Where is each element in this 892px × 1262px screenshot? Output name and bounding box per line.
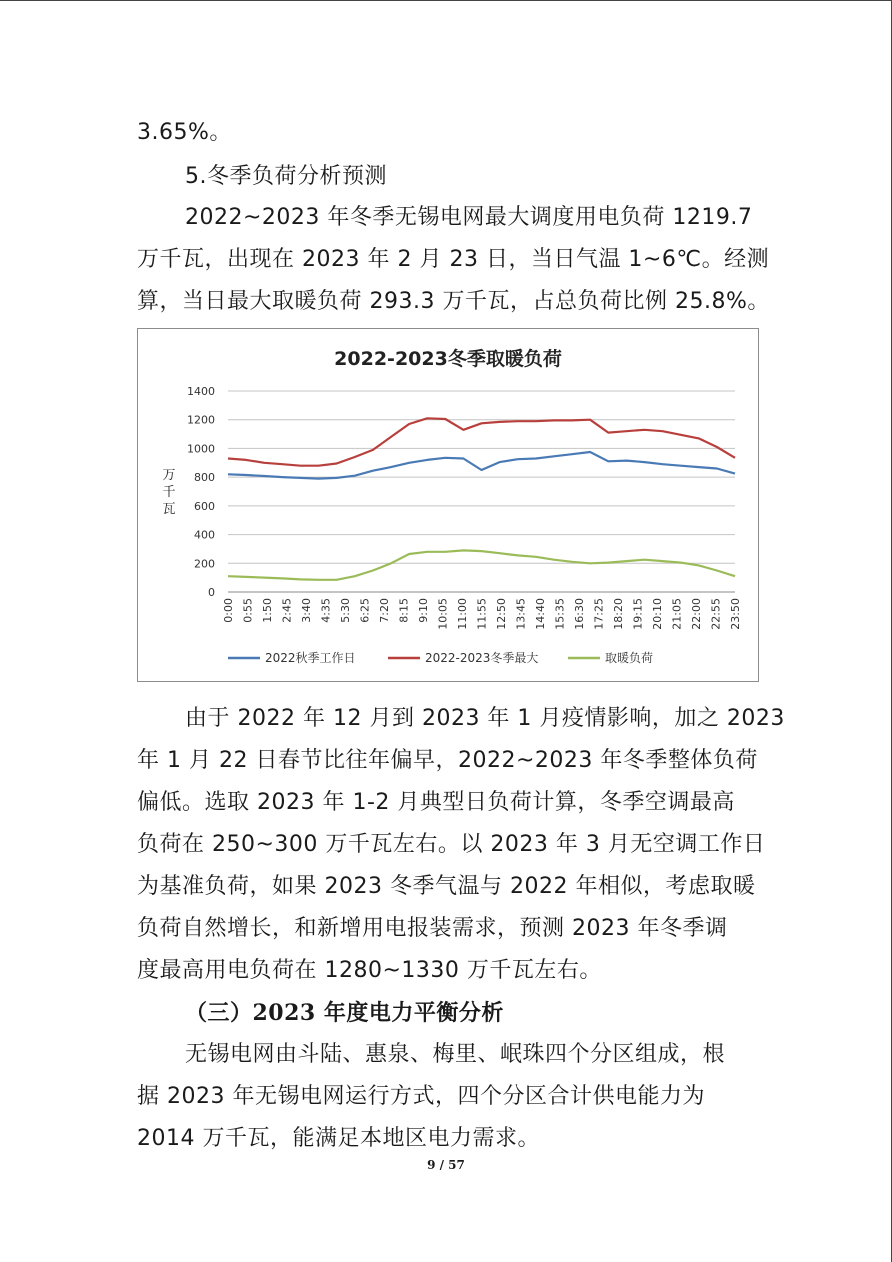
chart-svg [138,329,758,681]
y-tick-label: 1200 [187,413,215,427]
paragraph-line: 算，当日最大取暖负荷 293.3 万千瓦，占总负荷比例 25.8%。 [137,289,770,314]
x-tick-label: 0:55 [241,598,255,623]
x-tick-label: 14:40 [534,598,547,630]
y-tick-label: 1400 [187,385,215,398]
x-tick-label: 11:00 [456,598,469,630]
x-tick-label: 23:50 [729,598,742,630]
x-tick-label: 22:55 [709,598,723,630]
paragraph-line: 2014 万千瓦，能满足本地区电力需求。 [137,1126,540,1151]
chart-title: 2022-2023冬季取暖负荷 [334,348,562,370]
x-tick-label: 4:35 [319,598,333,623]
page-number: 9 / 57 [427,1158,465,1172]
paragraph-line: 度最高用电负荷在 1280~1330 万千瓦左右。 [137,958,602,983]
series-line [228,418,735,465]
x-tick-label: 6:25 [358,598,372,623]
y-tick-label: 1000 [187,442,215,456]
legend-entry: 2022-2023冬季最大 [425,651,539,665]
page-border-top [0,0,892,1]
x-tick-label: 22:00 [690,598,703,630]
y-axis-label: 千 [162,485,176,500]
section-heading-5: 5.冬季负荷分析预测 [185,164,387,189]
paragraph-line: 为基准负荷，如果 2023 冬季气温与 2022 年相似，考虑取暖 [137,874,756,899]
x-tick-label: 1:50 [261,598,274,623]
section-heading-3: （三）2023 年度电力平衡分析 [185,1000,504,1026]
paragraph-line: 年 1 月 22 日春节比往年偏早，2022~2023 年冬季整体负荷 [137,748,758,773]
y-tick-label: 0 [208,586,215,599]
x-tick-label: 17:25 [592,598,606,630]
x-tick-label: 8:15 [397,598,411,623]
x-tick-label: 0:00 [222,598,235,623]
x-tick-label: 7:20 [378,598,391,623]
x-tick-label: 11:55 [475,598,489,630]
y-tick-label: 800 [194,471,215,485]
x-tick-label: 3:40 [300,598,313,623]
y-tick-label: 400 [194,528,215,542]
legend-entry: 取暖负荷 [605,651,654,665]
x-tick-label: 15:35 [553,598,567,630]
legend-entry: 2022秋季工作日 [265,651,356,665]
paragraph-line: 偏低。选取 2023 年 1-2 月典型日负荷计算，冬季空调最高 [137,790,735,815]
y-axis-label: 万 [162,468,176,483]
text-line: 3.65%。 [137,120,232,145]
series-line [228,550,735,579]
y-tick-label: 600 [194,499,215,513]
x-tick-label: 16:30 [573,598,586,630]
x-tick-label: 12:50 [495,598,508,630]
paragraph-line: 据 2023 年无锡电网运行方式，四个分区合计供电能力为 [137,1084,705,1109]
x-tick-label: 21:05 [670,598,684,630]
paragraph-line: 无锡电网由斗陆、惠泉、梅里、岷珠四个分区组成，根 [185,1042,726,1067]
x-tick-label: 18:20 [612,598,625,630]
x-tick-label: 2:45 [280,598,294,623]
heating-load-chart [137,328,759,682]
x-tick-label: 10:05 [436,598,450,630]
paragraph-line: 由于 2022 年 12 月到 2023 年 1 月疫情影响，加之 2023 [185,706,785,731]
x-tick-label: 19:15 [631,598,645,630]
paragraph-line: 2022~2023 年冬季无锡电网最大调度用电负荷 1219.7 [185,205,753,230]
x-tick-label: 5:30 [339,598,352,623]
paragraph-line: 负荷自然增长，和新增用电报装需求，预测 2023 年冬季调 [137,916,728,941]
x-tick-label: 20:10 [651,598,664,630]
x-tick-label: 9:10 [417,598,430,623]
paragraph-line: 万千瓦，出现在 2023 年 2 月 23 日，当日气温 1~6℃。经测 [137,247,770,272]
x-tick-label: 13:45 [514,598,528,630]
y-tick-label: 200 [194,557,215,571]
y-axis-label: 瓦 [162,502,176,517]
paragraph-line: 负荷在 250~300 万千瓦左右。以 2023 年 3 月无空调工作日 [137,832,766,857]
